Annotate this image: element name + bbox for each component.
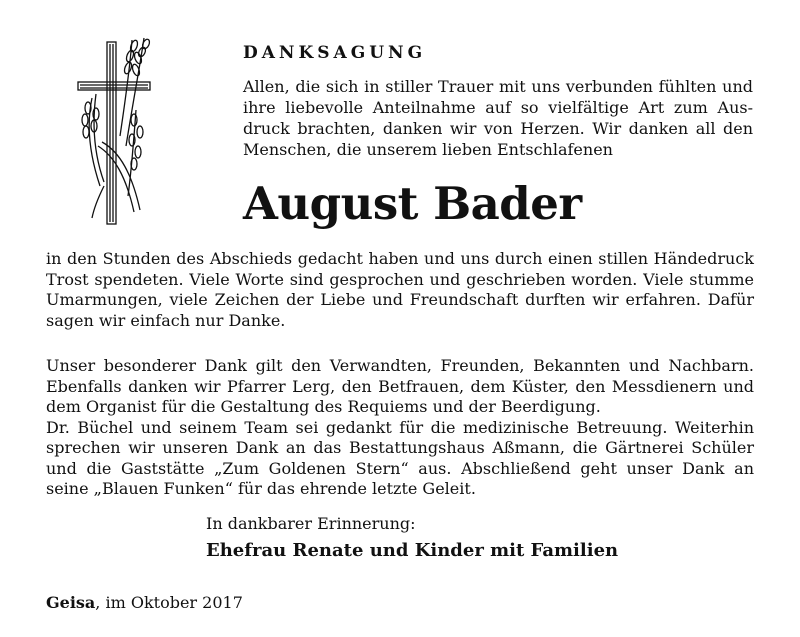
paragraph-line: dem Organist für die Gestaltung des Requiems und der Beerdigung. [46,397,601,416]
cross-with-wheat-icon [74,36,164,228]
intro-line: Allen, die sich in stiller Trauer mit uns verbunden fühlten und [243,77,753,96]
family-signature: Ehefrau Renate und Kinder mit Familien [206,540,619,561]
paragraph-thanks [46,249,754,331]
notice-heading: DANKSAGUNG [243,43,427,63]
paragraph-line: Dr. Büchel und seinem Team sei gedankt für die medizinische Betreuung. Weiterhin [46,417,754,437]
paragraph-line: in den Stunden des Abschieds gedacht haben und uns durch einen stillen Händedruck [46,249,754,268]
place: Geisa [46,593,96,612]
paragraph-line: sprechen wir unseren Dank an das Bestattungshaus Aßmann, die Gärtnerei Schüler [46,438,754,457]
paragraph-line: sagen wir einfach nur Danke. [46,310,286,330]
paragraph-special-thanks [46,356,754,500]
paragraph-line: und die Gaststätte „Zum Goldenen Stern“ aus. Abschließend geht unser Dank an [46,458,754,478]
date: , im Oktober 2017 [95,593,243,612]
closing-line: In dankbarer Erinnerung: [206,514,416,533]
paragraph-line: Unser besonderer Dank gilt den Verwandten, Freunden, Bekannten und Nachbarn. [46,356,754,375]
paragraph-line: Ebenfalls danken wir Pfarrer Lerg, den Betfrauen, dem Küster, den Messdienern und [46,376,754,396]
paragraph-line: Umarmungen, viele Zeichen der Liebe und Freundschaft durften wir erfahren. Dafür [46,290,754,309]
deceased-name: August Bader [243,177,582,230]
intro-line: druck brachten, danken wir von Herzen. Wir danken all den [243,119,753,138]
paragraph-line: seine „Blauen Funken“ für das ehrende letzte Geleit. [46,479,476,498]
paragraph-line: Trost spendeten. Viele Worte sind gesprochen und geschrieben worden. Viele stumme [46,269,754,289]
place-date [46,593,243,612]
intro-text [243,76,753,160]
intro-line: ihre liebevolle Anteilnahme auf so vielfältige Art zum Aus- [243,98,753,117]
intro-line: Menschen, die unserem lieben Entschlafenen [243,140,613,159]
